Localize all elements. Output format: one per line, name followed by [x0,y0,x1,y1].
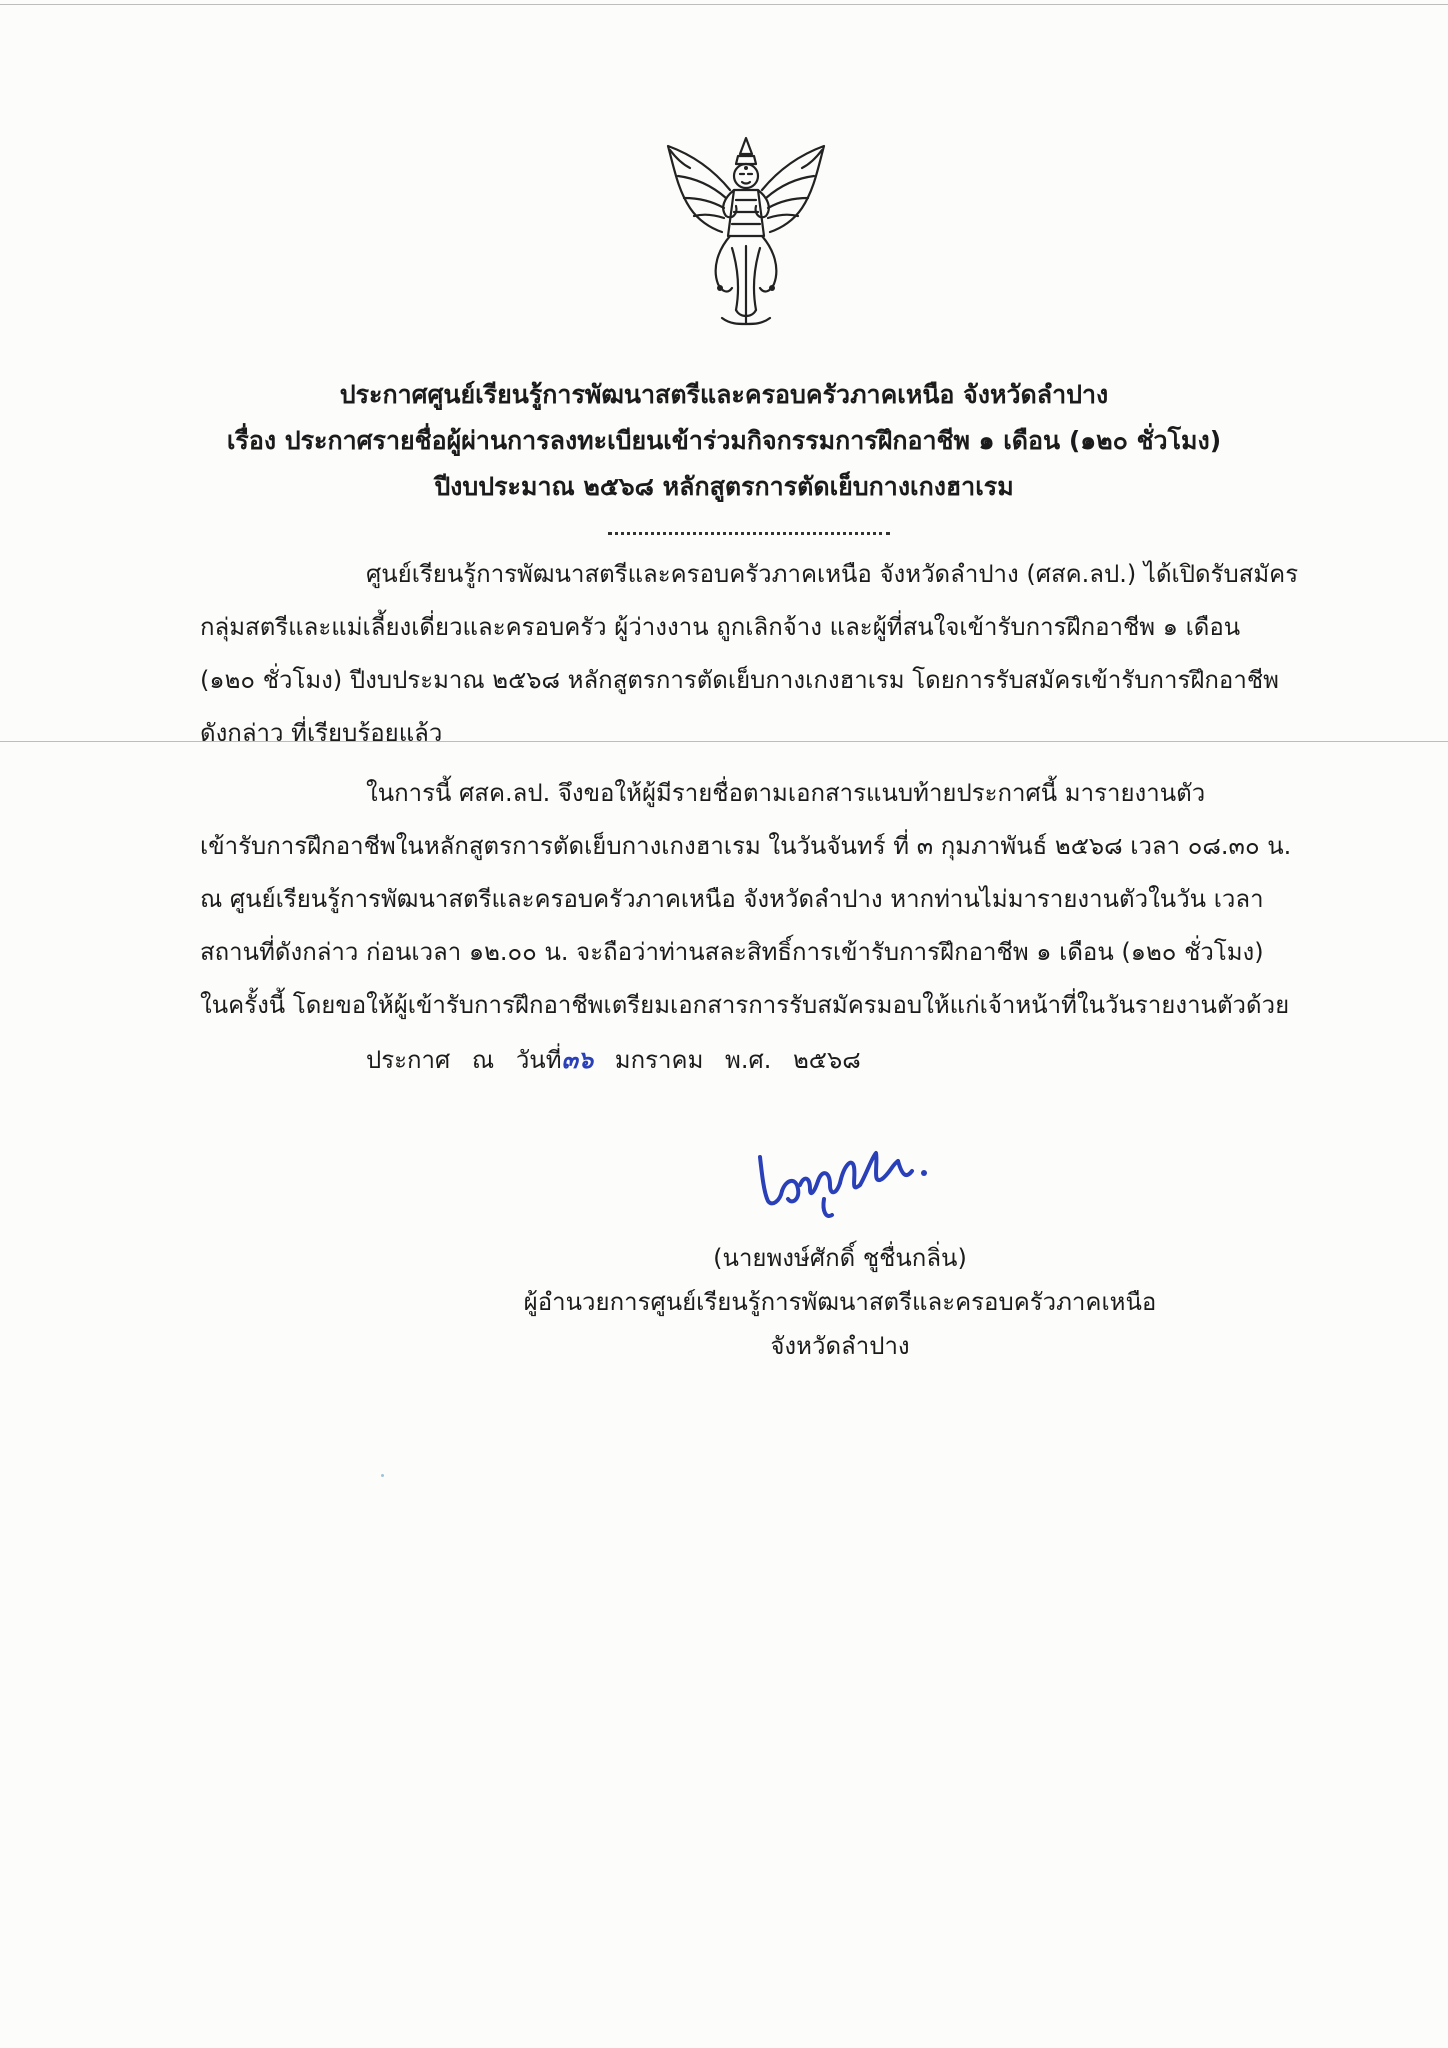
date-at: ณ [471,1046,495,1074]
paragraph-line: กลุ่มสตรีและแม่เลี้ยงเดี่ยวและครอบครัว ผู้ว่างงาน ถูกเลิกจ้าง และผู้ที่สนใจเข้ารับการฝึกอาชีพ ๑ เดือน [200,613,1241,641]
dotted-separator [608,512,890,535]
signatory-name: (นายพงษ์ศักดิ์ ชูชื่นกลิ่น) [713,1244,967,1272]
date-day-label: วันที่ [515,1046,562,1074]
signatory-province: จังหวัดลำปาง [770,1332,910,1360]
paragraph-line: (๑๒๐ ชั่วโมง) ปีงบประมาณ ๒๕๖๘ หลักสูตรการตัดเย็บกางเกงฮาเรม โดยการรับสมัครเข้ารับการฝึกอาชีพ [200,666,1279,694]
paragraph-line: เข้ารับการฝึกอาชีพในหลักสูตรการตัดเย็บกางเกงฮาเรม ในวันจันทร์ ที่ ๓ กุมภาพันธ์ ๒๕๖๘ เวลา ๐๘.๓๐ น. [200,832,1292,860]
date-prefix: ประกาศ [366,1046,451,1074]
title-line-1: ประกาศศูนย์เรียนรู้การพัฒนาสตรีและครอบครัวภาคเหนือ จังหวัดลำปาง [339,380,1109,409]
signature-block [470,1236,1210,1368]
title-line-3: ปีงบประมาณ ๒๕๖๘ หลักสูตรการตัดเย็บกางเกงฮาเรม [434,472,1014,501]
scan-edge-top [0,4,1448,5]
handwritten-signature-icon [742,1135,942,1227]
garuda-emblem-icon [660,128,832,333]
announcement-date [366,1040,861,1079]
scan-speck [381,1474,384,1477]
paragraph-line: ในครั้งนี้ โดยขอให้ผู้เข้ารับการฝึกอาชีพเตรียมเอกสารการรับสมัครมอบให้แก่เจ้าหน้าที่ในวันรายงานตัวด้วย [200,991,1290,1019]
date-month: มกราคม [614,1046,704,1074]
paragraph-registration [200,548,1299,760]
paragraph-line: ในการนี้ ศสค.ลป. จึงขอให้ผู้มีรายชื่อตามเอกสารแนบท้ายประกาศนี้ มารายงานตัว [366,779,1206,807]
paragraph-line: ดังกล่าว ที่เรียบร้อยแล้ว [200,719,443,747]
paragraph-line: ศูนย์เรียนรู้การพัฒนาสตรีและครอบครัวภาคเหนือ จังหวัดลำปาง (ศสค.ลป.) ได้เปิดรับสมัคร [366,560,1299,588]
paragraph-line: ณ ศูนย์เรียนรู้การพัฒนาสตรีและครอบครัวภาคเหนือ จังหวัดลำปาง หากท่านไม่มารายงานตัวในวัน เวลา [200,885,1264,913]
paragraph-line: สถานที่ดังกล่าว ก่อนเวลา ๑๒.๐๐ น. จะถือว่าท่านสละสิทธิ์การเข้ารับการฝึกอาชีพ ๑ เดือน (๑๒๐ ชั่วโมง) [200,938,1264,966]
paragraph-reporting [200,767,1290,1032]
title-line-2: เรื่อง ประกาศรายชื่อผู้ผ่านการลงทะเบียนเข้าร่วมกิจกรรมการฝึกอาชีพ ๑ เดือน (๑๒๐ ชั่วโมง) [226,426,1222,455]
date-year: ๒๕๖๘ [792,1046,861,1074]
date-era: พ.ศ. [725,1046,772,1074]
announcement-title [200,372,1248,510]
date-day-handwritten: ๓๖ [561,1046,594,1074]
signatory-position: ผู้อำนวยการศูนย์เรียนรู้การพัฒนาสตรีและครอบครัวภาคเหนือ [523,1288,1157,1316]
